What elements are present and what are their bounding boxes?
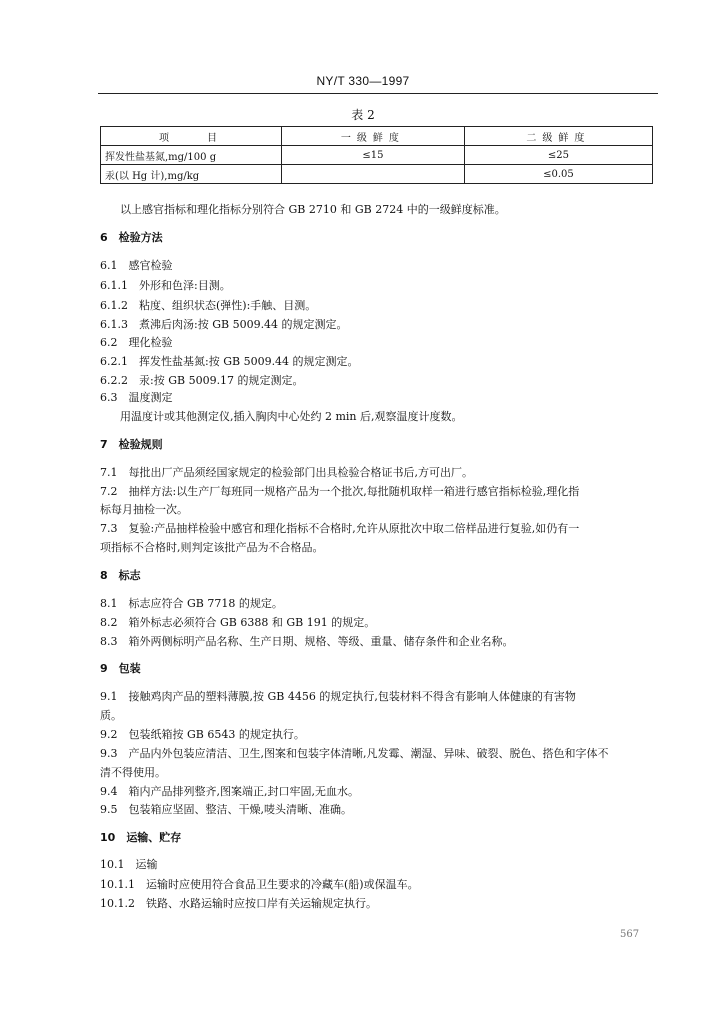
clause-number: 10.1.1: [100, 878, 135, 891]
clause-number: 6.3: [100, 391, 118, 404]
table-caption: 表 2: [351, 108, 375, 122]
section-6-heading: [100, 231, 163, 245]
clause-text: 运输时应使用符合食品卫生要求的冷藏车(船)或保温车。: [146, 878, 419, 891]
clause-6-1: [100, 259, 173, 273]
clause-number: 10.1.2: [100, 897, 135, 910]
column-header-grade1: 一级鲜度: [282, 127, 465, 146]
clause-number: 8.2: [100, 616, 118, 629]
clause-9-1-cont: 质。: [100, 709, 122, 722]
cell-grade2: ≤25: [464, 146, 652, 165]
section-9-heading: [100, 662, 141, 676]
clause-text: 包装箱应坚固、整洁、干燥,唛头清晰、准确。: [128, 803, 352, 816]
clause-number: 6.2.2: [100, 374, 128, 387]
cell-grade1: ≤15: [282, 146, 465, 165]
clause-7-3-cont: 项指标不合格时,则判定该批产品为不合格品。: [100, 541, 324, 554]
cell-grade1: [282, 165, 465, 184]
clause-text: 包装纸箱按 GB 6543 的规定执行。: [128, 728, 305, 741]
header-rule: [98, 93, 658, 94]
section-8-heading: [100, 569, 141, 583]
section-title: 检验方法: [118, 231, 163, 244]
section-title: 运输、贮存: [126, 831, 182, 844]
clause-text: 煮沸后肉汤:按 GB 5009.44 的规定测定。: [139, 318, 348, 331]
clause-number: 9.3: [100, 747, 118, 760]
clause-number: 6.1: [100, 259, 118, 272]
clause-text: 运输: [135, 858, 158, 871]
table-header-row: [101, 127, 653, 146]
clause-10-1-2: [100, 897, 377, 911]
cell-item: 汞(以 Hg 计),mg/kg: [101, 165, 282, 184]
clause-number: 10.1: [100, 858, 125, 871]
clause-number: 9.2: [100, 728, 118, 741]
clause-7-2: [100, 485, 579, 499]
clause-number: 7.2: [100, 485, 118, 498]
section-number: 6: [100, 231, 108, 244]
clause-text: 温度测定: [128, 391, 173, 404]
clause-10-1: [100, 858, 158, 872]
clause-text: 抽样方法:以生产厂每班同一规格产品为一个批次,每批随机取样一箱进行感官指标检验,理化指: [128, 485, 580, 498]
clause-9-2: [100, 728, 305, 742]
clause-text: 铁路、水路运输时应按口岸有关运输规定执行。: [146, 897, 377, 910]
clause-8-3: [100, 635, 514, 649]
clause-number: 9.5: [100, 803, 118, 816]
section-title: 包装: [118, 662, 141, 675]
note-line: 以上感官指标和理化指标分别符合 GB 2710 和 GB 2724 中的一级鲜度标准。: [120, 203, 506, 216]
clause-7-1: [100, 466, 473, 480]
clause-text: 箱外标志必须符合 GB 6388 和 GB 191 的规定。: [128, 616, 376, 629]
section-title: 标志: [118, 569, 141, 582]
clause-number: 6.1.1: [100, 279, 128, 292]
clause-text: 每批出厂产品须经国家规定的检验部门出具检验合格证书后,方可出厂。: [128, 466, 473, 479]
clause-9-1: [100, 690, 576, 704]
clause-number: 6.1.3: [100, 318, 128, 331]
clause-text: 标志应符合 GB 7718 的规定。: [128, 597, 283, 610]
table-row: [101, 165, 653, 184]
clause-9-5: [100, 803, 352, 817]
clause-8-1: [100, 597, 283, 611]
clause-text: 挥发性盐基氮:按 GB 5009.44 的规定测定。: [139, 355, 359, 368]
clause-6-1-3: [100, 318, 348, 332]
column-header-item: 项 目: [101, 127, 282, 146]
freshness-table: [100, 126, 653, 184]
clause-number: 8.1: [100, 597, 118, 610]
clause-6-2-2: [100, 374, 304, 388]
clause-number: 9.1: [100, 690, 118, 703]
clause-number: 7.1: [100, 466, 118, 479]
page-number: 567: [620, 929, 640, 940]
clause-number: 9.4: [100, 785, 118, 798]
clause-text: 接触鸡肉产品的塑料薄膜,按 GB 4456 的规定执行,包装材料不得含有影响人体健康的有害物: [128, 690, 576, 703]
clause-6-3: [100, 391, 173, 405]
clause-8-2: [100, 616, 375, 630]
clause-9-3: [100, 747, 609, 761]
clause-text: 汞:按 GB 5009.17 的规定测定。: [139, 374, 304, 387]
clause-10-1-1: [100, 878, 419, 892]
clause-text: 外形和色泽:目测。: [139, 279, 231, 292]
clause-text: 粘度、组织状态(弹性):手触、目测。: [139, 299, 317, 312]
clause-number: 6.1.2: [100, 299, 128, 312]
column-header-grade2: 二级鲜度: [464, 127, 652, 146]
section-number: 8: [100, 569, 108, 582]
clause-6-3-body: 用温度计或其他测定仪,插入胸肉中心处约 2 min 后,观察温度计度数。: [120, 410, 463, 423]
table-row: [101, 146, 653, 165]
section-title: 检验规则: [118, 438, 163, 451]
clause-text: 理化检验: [128, 336, 173, 349]
clause-9-4: [100, 785, 359, 799]
clause-text: 箱外两侧标明产品名称、生产日期、规格、等级、重量、储存条件和企业名称。: [128, 635, 514, 648]
section-number: 10: [100, 831, 116, 844]
clause-6-1-1: [100, 279, 231, 293]
section-number: 7: [100, 438, 108, 451]
cell-item: 挥发性盐基氮,mg/100 g: [101, 146, 282, 165]
cell-grade2: ≤0.05: [464, 165, 652, 184]
clause-number: 8.3: [100, 635, 118, 648]
standard-code-header: NY/T 330—1997: [316, 74, 410, 88]
clause-text: 复验:产品抽样检验中感官和理化指标不合格时,允许从原批次中取二倍样品进行复验,如仍有一: [128, 522, 580, 535]
clause-number: 6.2: [100, 336, 118, 349]
clause-text: 感官检验: [128, 259, 173, 272]
clause-6-2-1: [100, 355, 359, 369]
clause-number: 6.2.1: [100, 355, 128, 368]
section-10-heading: [100, 831, 181, 845]
clause-text: 箱内产品排列整齐,图案端正,封口牢固,无血水。: [128, 785, 359, 798]
clause-6-1-2: [100, 299, 316, 313]
clause-text: 产品内外包装应清洁、卫生,图案和包装字体清晰,凡发霉、潮湿、异味、破裂、脱色、搭色和字体不: [128, 747, 609, 760]
clause-7-3: [100, 522, 579, 536]
clause-9-3-cont: 清不得使用。: [100, 766, 166, 779]
section-7-heading: [100, 438, 163, 452]
section-number: 9: [100, 662, 108, 675]
clause-number: 7.3: [100, 522, 118, 535]
clause-7-2-cont: 标每月抽检一次。: [100, 503, 188, 516]
clause-6-2: [100, 336, 173, 350]
